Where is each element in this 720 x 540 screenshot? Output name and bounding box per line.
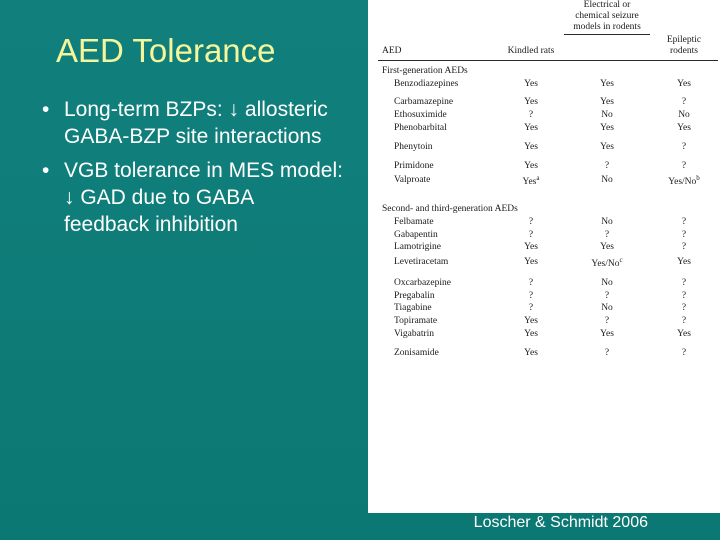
cell-epileptic-rodents: ?: [681, 347, 687, 358]
cell-drug-name: Phenytoin: [394, 141, 433, 152]
cell-epileptic-rodents: Yes/No$^b$: [668, 174, 700, 188]
cell-kindled-rats: Yes$^a$: [522, 174, 540, 188]
table-row: [378, 122, 718, 135]
cell-seizure-models: No: [601, 175, 613, 186]
table-header-group: [378, 0, 718, 35]
cell-epileptic-rodents: No: [678, 110, 690, 121]
cell-drug-name: Felbamate: [394, 216, 434, 227]
cell-kindled-rats: Yes: [524, 97, 538, 108]
cell-drug-name: Topiramate: [394, 315, 438, 326]
cell-seizure-models: ?: [604, 315, 610, 326]
bullet-text: VGB tolerance in MES model: ↓ GAD due to GABA feedback inhibition: [64, 159, 343, 236]
list-item: [34, 96, 344, 150]
cell-kindled-rats: Yes: [524, 122, 538, 133]
cell-epileptic-rodents: ?: [681, 216, 687, 227]
cell-kindled-rats: ?: [528, 303, 534, 314]
table-row: [378, 110, 718, 123]
cell-epileptic-rodents: ?: [681, 242, 687, 253]
cell-seizure-models: No: [601, 277, 613, 288]
cell-seizure-models: No: [601, 216, 613, 227]
cell-kindled-rats: ?: [528, 110, 534, 121]
cell-kindled-rats: Yes: [524, 347, 538, 358]
aed-tolerance-table: [368, 0, 720, 360]
cell-seizure-models: Yes: [600, 242, 614, 253]
cell-seizure-models: No: [601, 303, 613, 314]
source-credit: Loscher & Schmidt 2006: [473, 514, 648, 531]
column-header-seizure-models: Electrical or chemical seizure models in rodents: [564, 0, 650, 35]
bullet-list: [34, 96, 356, 238]
table-row: [378, 303, 718, 316]
cell-epileptic-rodents: ?: [681, 303, 687, 314]
cell-drug-name: Pregabalin: [394, 290, 435, 301]
table-row: [378, 97, 718, 110]
table-section-header: Second- and third-generation AEDs: [382, 203, 518, 214]
cell-drug-name: Zonisamide: [394, 347, 439, 358]
header-spacer: [650, 0, 718, 35]
cell-epileptic-rodents: ?: [681, 290, 687, 301]
cell-drug-name: Tiagabine: [394, 303, 432, 314]
table-row: [378, 229, 718, 242]
list-item: [34, 157, 344, 238]
cell-kindled-rats: Yes: [524, 256, 538, 267]
cell-seizure-models: Yes: [600, 141, 614, 152]
table-row: [378, 78, 718, 91]
cell-kindled-rats: ?: [528, 277, 534, 288]
table-row: [378, 328, 718, 341]
cell-drug-name: Valproate: [394, 175, 431, 186]
column-header-kindled-rats: Kindled rats: [498, 35, 564, 61]
table-row: [378, 216, 718, 229]
cell-epileptic-rodents: ?: [681, 277, 687, 288]
column-header-seizure-models-blank: [564, 35, 650, 61]
cell-seizure-models: Yes/No$^c$: [591, 255, 623, 270]
cell-epileptic-rodents: ?: [681, 229, 687, 240]
cell-kindled-rats: Yes: [524, 160, 538, 171]
cell-seizure-models: Yes: [600, 78, 614, 89]
cell-epileptic-rodents: ?: [681, 315, 687, 326]
bullet-marker: •: [42, 159, 50, 182]
table-row: [378, 141, 718, 154]
cell-epileptic-rodents: ?: [681, 160, 687, 171]
cell-kindled-rats: ?: [528, 290, 534, 301]
table-row: [378, 290, 718, 303]
column-header-epileptic-rodents: Epileptic rodents: [650, 35, 718, 61]
cell-epileptic-rodents: ?: [681, 97, 687, 108]
cell-kindled-rats: Yes: [524, 242, 538, 253]
bullet-marker: •: [42, 98, 50, 121]
cell-kindled-rats: Yes: [524, 328, 538, 339]
cell-seizure-models: Yes: [600, 122, 614, 133]
table-row: [378, 242, 718, 255]
bullet-text: Long-term BZPs: ↓ allosteric GABA-BZP site interactions: [64, 98, 328, 148]
cell-seizure-models: ?: [604, 347, 610, 358]
cell-epileptic-rodents: Yes: [677, 328, 691, 339]
cell-drug-name: Oxcarbazepine: [394, 277, 451, 288]
aed-tolerance-table-image: [368, 0, 720, 513]
table-row: [378, 347, 718, 360]
cell-seizure-models: ?: [604, 290, 610, 301]
page-title: AED Tolerance: [56, 32, 276, 69]
column-header-aed: AED: [378, 35, 498, 61]
table-body: [378, 60, 718, 360]
table-row: [378, 173, 718, 190]
cell-seizure-models: ?: [604, 160, 610, 171]
cell-kindled-rats: Yes: [524, 141, 538, 152]
header-spacer: [378, 0, 498, 35]
cell-drug-name: Gabapentin: [394, 229, 438, 240]
table-section-header: First-generation AEDs: [382, 65, 468, 76]
table-spacer-row: [378, 190, 718, 199]
cell-kindled-rats: Yes: [524, 315, 538, 326]
cell-epileptic-rodents: Yes: [677, 122, 691, 133]
cell-epileptic-rodents: Yes: [677, 256, 691, 267]
cell-drug-name: Vigabatrin: [394, 328, 435, 339]
cell-seizure-models: ?: [604, 229, 610, 240]
table-header-row: [378, 35, 718, 61]
cell-drug-name: Lamotrigine: [394, 242, 441, 253]
cell-seizure-models: No: [601, 110, 613, 121]
cell-drug-name: Primidone: [394, 160, 434, 171]
header-spacer: [498, 0, 564, 35]
cell-seizure-models: Yes: [600, 97, 614, 108]
table-row: [378, 254, 718, 271]
cell-drug-name: Levetiracetam: [394, 256, 449, 267]
cell-drug-name: Benzodiazepines: [394, 78, 459, 89]
cell-drug-name: Ethosuximide: [394, 110, 447, 121]
cell-kindled-rats: ?: [528, 216, 534, 227]
cell-drug-name: Phenobarbital: [394, 122, 447, 133]
cell-epileptic-rodents: ?: [681, 141, 687, 152]
cell-drug-name: Carbamazepine: [394, 97, 454, 108]
table-row: [378, 315, 718, 328]
cell-kindled-rats: Yes: [524, 78, 538, 89]
table-row: [378, 160, 718, 173]
cell-seizure-models: Yes: [600, 328, 614, 339]
table-row: [378, 277, 718, 290]
cell-epileptic-rodents: Yes: [677, 78, 691, 89]
cell-kindled-rats: ?: [528, 229, 534, 240]
